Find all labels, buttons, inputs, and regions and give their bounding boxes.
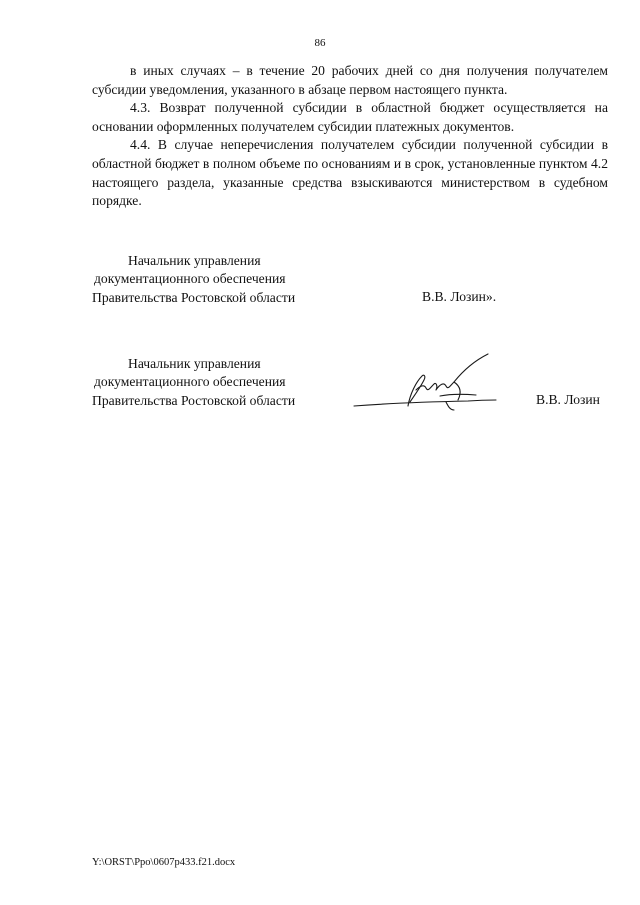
position-line-2: документационного обеспечения <box>94 271 286 287</box>
signatory-name-1: В.В. Лозин». <box>422 289 497 304</box>
paragraph-4-3: 4.3. Возврат полученной субсидии в областной бюджет осуществляется на основании оформленных получателем субсидии платежных документов. <box>92 100 608 134</box>
position-line-1: Начальник управления <box>128 356 261 371</box>
document-body <box>92 62 608 211</box>
paragraph-other-cases: в иных случаях – в течение 20 рабочих дней со дня получения получателем субсидии уведомления, указанного в абзаце первом настоящего пункта. <box>92 63 608 97</box>
signature-block-title-2 <box>92 355 295 410</box>
position-line-3: Правительства Ростовской области <box>92 392 296 408</box>
page-number: 86 <box>314 37 326 49</box>
position-line-1: Начальник управления <box>128 253 261 268</box>
signatory-name-2: В.В. Лозин <box>536 392 600 407</box>
position-line-2: документационного обеспечения <box>94 374 286 390</box>
position-line-3: Правительства Ростовской области <box>92 289 296 305</box>
paragraph-4-4: 4.4. В случае неперечисления получателем субсидии полученной субсидии в областной бюджет в полном объеме по основаниям и в срок, установленные пунктом 4.2 настоящего раздела, указанные средства взыскиваются министерством в судебном порядке. <box>92 137 608 209</box>
signature-block-title-1 <box>92 252 295 307</box>
handwritten-signature <box>350 350 510 420</box>
file-path-footer: Y:\ORST\Ppo\0607p433.f21.docx <box>92 857 236 868</box>
